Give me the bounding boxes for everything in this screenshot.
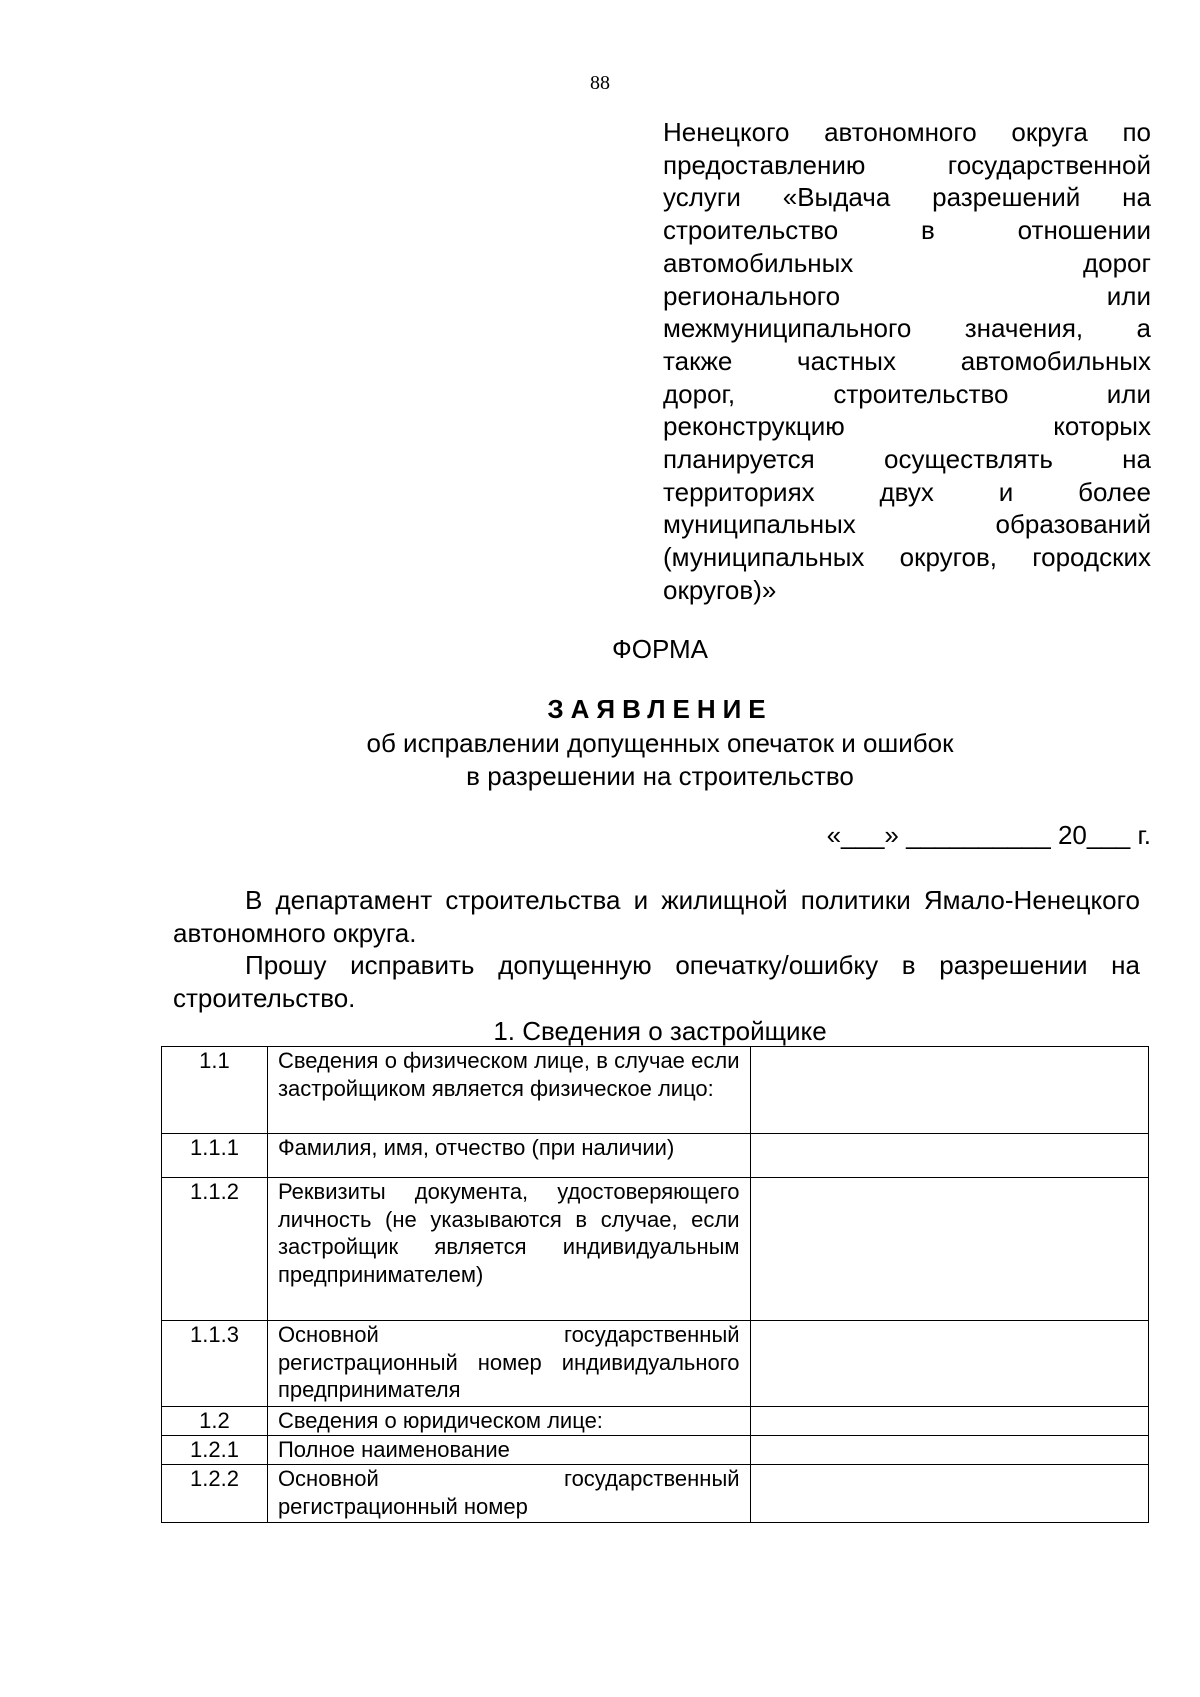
- row-description: Основной государственный регистрационный номер: [267, 1465, 750, 1523]
- row-value-field[interactable]: [750, 1321, 1148, 1407]
- page-number: 88: [590, 72, 610, 94]
- row-description: Сведения о юридическом лице:: [267, 1407, 750, 1436]
- form-label: ФОРМА: [611, 634, 709, 664]
- row-number: 1.2.1: [162, 1436, 268, 1465]
- header-reference-line: услуги «Выдача разрешений на: [663, 182, 1151, 213]
- row-value-field[interactable]: [750, 1407, 1148, 1436]
- section-title: 1. Сведения о застройщике: [493, 1016, 827, 1046]
- row-description: Реквизиты документа, удостоверяющего личность (не указываются в случае, если застройщик является индивидуальным предпринимателем): [267, 1178, 750, 1321]
- header-reference-line: территориях двух и более: [663, 476, 1151, 507]
- header-reference-line: предоставлению государственной: [663, 149, 1151, 180]
- header-reference-line: планируется осуществлять на: [663, 444, 1151, 475]
- header-reference-line: межмуниципального значения, а: [663, 313, 1151, 344]
- document-subtitle: [0, 727, 1200, 793]
- row-number: 1.1: [162, 1047, 268, 1134]
- developer-info-table: [161, 1046, 1149, 1523]
- request-paragraph: Прошу исправить допущенную опечатку/ошибку в разрешении на строительство.: [173, 950, 1140, 1013]
- row-number: 1.1.2: [162, 1178, 268, 1321]
- header-reference-line: округов)»: [663, 574, 777, 605]
- row-description: Сведения о физическом лице, в случае если застройщиком является физическое лицо:: [267, 1047, 750, 1134]
- header-reference-line: регионального или: [663, 280, 1151, 311]
- row-description: Фамилия, имя, отчество (при наличии): [267, 1134, 750, 1178]
- subtitle-line: в разрешении на строительство: [466, 761, 854, 791]
- table-row: [162, 1134, 1149, 1178]
- row-number: 1.1.1: [162, 1134, 268, 1178]
- row-number: 1.2.2: [162, 1465, 268, 1523]
- header-reference: [663, 116, 1151, 607]
- row-description: Полное наименование: [267, 1436, 750, 1465]
- table-row: [162, 1436, 1149, 1465]
- date-line: «___» __________ 20___ г.: [826, 820, 1151, 850]
- row-value-field[interactable]: [750, 1436, 1148, 1465]
- addressee-paragraph: В департамент строительства и жилищной политики Ямало-Ненецкого автономного округа.: [173, 885, 1140, 948]
- body-text: [173, 884, 1140, 1014]
- header-reference-line: Ненецкого автономного округа по: [663, 117, 1151, 147]
- row-value-field[interactable]: [750, 1178, 1148, 1321]
- header-reference-line: также частных автомобильных: [663, 345, 1151, 376]
- header-reference-line: муниципальных образований: [663, 509, 1151, 540]
- row-value-field[interactable]: [750, 1134, 1148, 1178]
- table-row: [162, 1407, 1149, 1436]
- table-row: [162, 1047, 1149, 1134]
- header-reference-line: автомобильных дорог: [663, 247, 1151, 278]
- header-reference-line: дорог, строительство или: [663, 378, 1151, 409]
- header-reference-line: реконструкцию которых: [663, 411, 1151, 442]
- row-value-field[interactable]: [750, 1465, 1148, 1523]
- row-description: Основной государственный регистрационный номер индивидуального предпринимателя: [267, 1321, 750, 1407]
- table-row: [162, 1465, 1149, 1523]
- table-row: [162, 1321, 1149, 1407]
- row-number: 1.2: [162, 1407, 268, 1436]
- document-title: ЗАЯВЛЕНИЕ: [547, 694, 773, 724]
- table-row: [162, 1178, 1149, 1321]
- header-reference-line: строительство в отношении: [663, 215, 1151, 246]
- row-number: 1.1.3: [162, 1321, 268, 1407]
- subtitle-line: об исправлении допущенных опечаток и ошибок: [366, 728, 954, 758]
- header-reference-line: (муниципальных округов, городских: [663, 542, 1151, 573]
- row-value-field[interactable]: [750, 1047, 1148, 1134]
